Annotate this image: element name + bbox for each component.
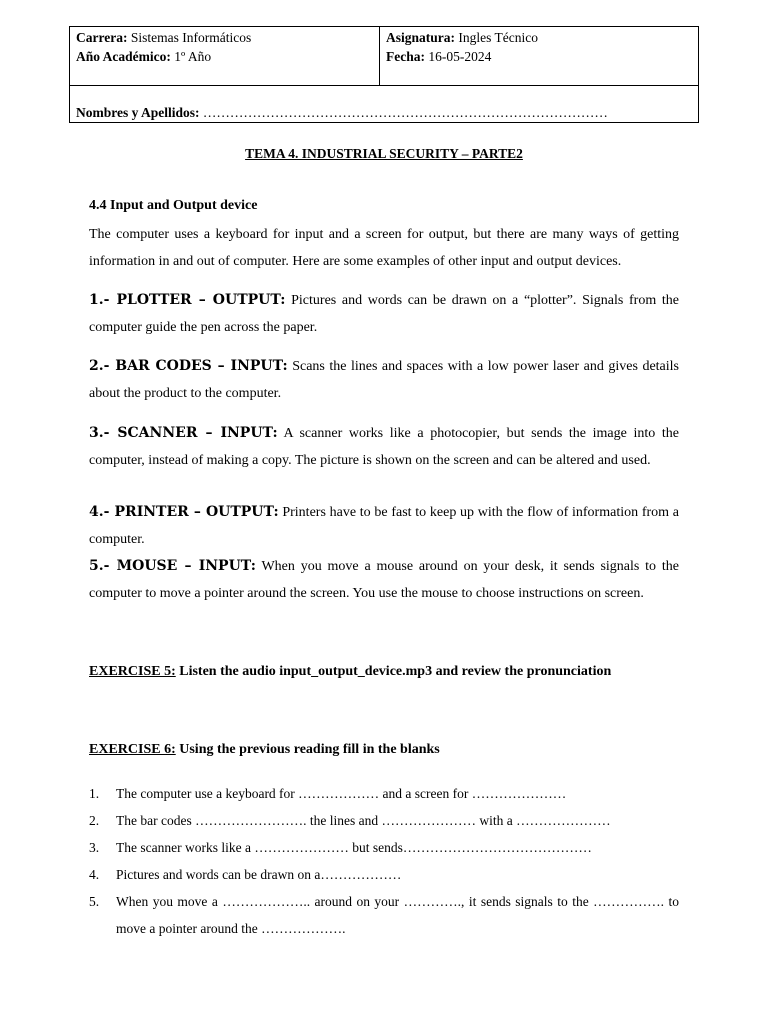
- device-paragraph-mouse: [89, 553, 679, 607]
- device-text: When you move a mouse around on your desk, it sends signals to the computer to move a pointer around the screen. You use the mouse to choose instructions on screen.: [89, 559, 679, 601]
- device-text: Scans the lines and spaces with a low power laser and gives details about the product to the computer.: [89, 359, 679, 401]
- header-cell-left: [76, 28, 251, 66]
- list-item-number: 4.: [89, 867, 100, 882]
- exercise-5-label: EXERCISE 5:: [89, 664, 176, 679]
- carrera-value: Sistemas Informáticos: [127, 30, 252, 45]
- anio-value: 1º Año: [170, 49, 212, 64]
- exercise-6: [89, 742, 440, 758]
- list-item-text: The scanner works like a ………………… but sends……………………………………: [116, 840, 592, 855]
- list-item-number: 5.: [89, 894, 100, 909]
- device-paragraph-printer: [89, 499, 679, 553]
- device-label: 5.- MOUSE – INPUT:: [89, 558, 256, 574]
- device-text: Pictures and words can be drawn on a “plotter”. Signals from the computer guide the pen across the paper.: [89, 293, 680, 335]
- header-cell-right: [386, 28, 538, 66]
- list-item: [89, 888, 679, 942]
- exercise-5-text: Listen the audio input_output_device.mp3 and review the pronunciation: [175, 664, 612, 679]
- nombres-label: Nombres y Apellidos:: [76, 105, 200, 120]
- device-paragraph-plotter: [89, 287, 679, 341]
- device-label: 1.- PLOTTER – OUTPUT:: [89, 292, 286, 308]
- device-label: 4.- PRINTER – OUTPUT:: [89, 504, 279, 520]
- section-heading: 4.4 Input and Output device: [89, 198, 258, 213]
- header-divider-vertical: [379, 27, 380, 85]
- device-text: Printers have to be fast to keep up with the flow of information from a computer.: [89, 505, 679, 547]
- intro-paragraph: The computer uses a keyboard for input and a screen for output, but there are many ways of getting information in and out of computer. Here are some examples of other input and output devices.: [89, 227, 679, 269]
- list-item-number: 3.: [89, 840, 100, 855]
- list-item-text: The bar codes ……………………. the lines and ………………… with a …………………: [116, 813, 611, 828]
- list-item: [89, 834, 679, 861]
- list-item: [89, 807, 679, 834]
- list-item-number: 2.: [89, 813, 100, 828]
- fecha-label: Fecha:: [386, 49, 425, 64]
- header-divider-horizontal: [70, 85, 698, 86]
- device-text: A scanner works like a photocopier, but sends the image into the computer, instead of making a copy. The picture is shown on the screen and can be altered and used.: [89, 426, 680, 468]
- fill-in-blanks-list: [89, 780, 679, 942]
- fecha-value: 16-05-2024: [424, 49, 492, 64]
- carrera-label: Carrera:: [76, 30, 128, 45]
- list-item-text: Pictures and words can be drawn on a………………: [116, 867, 402, 882]
- header-table: [69, 26, 699, 123]
- document-title: TEMA 4. INDUSTRIAL SECURITY – PARTE2: [245, 146, 523, 161]
- nombres-value: ………………………………………………………………………………: [199, 105, 608, 120]
- device-label: 2.- BAR CODES – INPUT:: [89, 358, 288, 374]
- asignatura-value: Ingles Técnico: [455, 30, 538, 45]
- list-item-text: When you move a ……………….. around on your …………., it sends signals to the ……………. to move a pointer around the ……………….: [116, 894, 679, 936]
- device-paragraph-scanner: [89, 420, 679, 474]
- list-item: [89, 780, 679, 807]
- asignatura-label: Asignatura:: [386, 30, 456, 45]
- list-item: [89, 861, 679, 888]
- header-cell-name: [76, 103, 608, 122]
- device-paragraph-bar-codes: [89, 353, 679, 407]
- anio-label: Año Académico:: [76, 49, 171, 64]
- device-label: 3.- SCANNER – INPUT:: [89, 425, 278, 441]
- list-item-number: 1.: [89, 786, 100, 801]
- exercise-6-text: Using the previous reading fill in the blanks: [175, 742, 440, 757]
- exercise-6-label: EXERCISE 6:: [89, 742, 176, 757]
- list-item-text: The computer use a keyboard for ……………… and a screen for …………………: [116, 786, 567, 801]
- exercise-5: [89, 664, 611, 680]
